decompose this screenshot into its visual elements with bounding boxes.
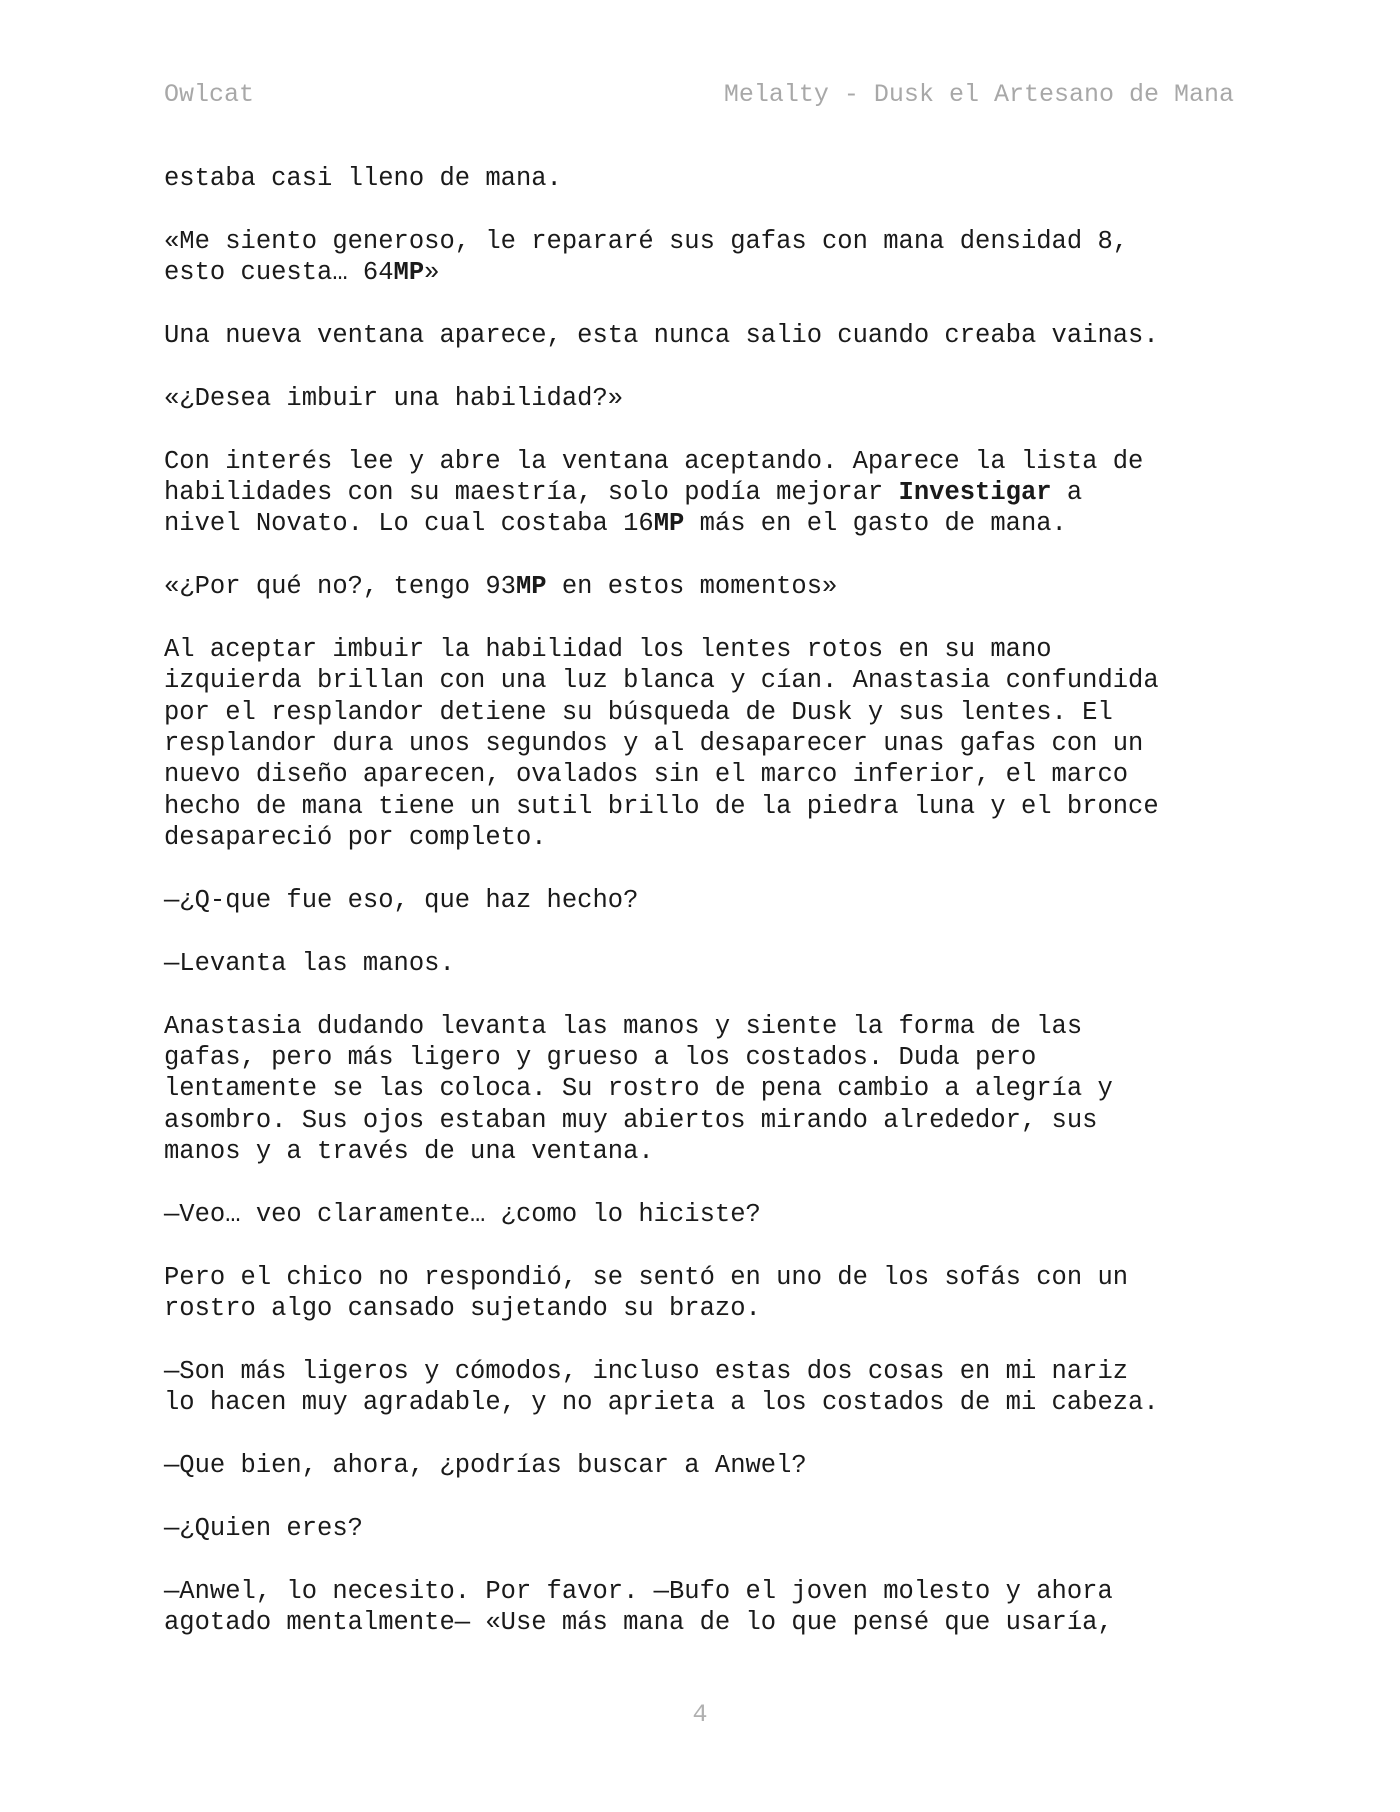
text-line: [164, 383, 1254, 414]
text-run: a: [1051, 477, 1083, 507]
text-line: [164, 1011, 1254, 1042]
text-run: izquierda brillan con una luz blanca y cían. Anastasia confundida: [164, 666, 1159, 696]
text-line: [164, 1576, 1254, 1607]
paragraph: [164, 1356, 1254, 1419]
text-line: [164, 1262, 1254, 1293]
text-run: lentamente se las coloca. Su rostro de pena cambio a alegría y: [164, 1074, 1113, 1104]
text-run: —¿Quien eres?: [164, 1513, 363, 1543]
paragraph: [164, 885, 1254, 916]
text-run: Al aceptar imbuir la habilidad los lentes rotos en su mano: [164, 634, 1052, 664]
text-run: Con interés lee y abre la ventana aceptando. Aparece la lista de: [164, 446, 1144, 476]
text-run: Pero el chico no respondió, se sentó en uno de los sofás con un: [164, 1262, 1129, 1292]
text-line: [164, 791, 1254, 822]
text-run: —¿Q-que fue eso, que haz hecho?: [164, 885, 639, 915]
text-run: nivel Novato. Lo cual costaba 16: [164, 509, 654, 539]
bold-text: Investigar: [898, 477, 1052, 507]
paragraph: [164, 1199, 1254, 1230]
text-run: asombro. Sus ojos estaban muy abiertos mirando alrededor, sus: [164, 1105, 1098, 1135]
text-line: [164, 508, 1254, 539]
text-run: —Veo… veo claramente… ¿como lo hiciste?: [164, 1199, 761, 1229]
text-run: lo hacen muy agradable, y no aprieta a los costados de mi cabeza.: [164, 1388, 1159, 1418]
paragraph: [164, 1513, 1254, 1544]
page-body: [164, 163, 1254, 1670]
page-number: 4: [692, 1700, 708, 1729]
text-run: Anastasia dudando levanta las manos y siente la forma de las: [164, 1011, 1083, 1041]
paragraph: [164, 1576, 1254, 1639]
text-line: [164, 257, 1254, 288]
text-run: —Anwel, lo necesito. Por favor. —Bufo el joven molesto y ahora: [164, 1576, 1113, 1606]
text-line: [164, 1042, 1254, 1073]
text-run: desapareció por completo.: [164, 823, 547, 853]
text-line: [164, 728, 1254, 759]
text-run: resplandor dura unos segundos y al desaparecer unas gafas con un: [164, 729, 1144, 759]
paragraph: [164, 383, 1254, 414]
text-line: [164, 163, 1254, 194]
text-line: [164, 1293, 1254, 1324]
text-line: [164, 885, 1254, 916]
text-line: [164, 320, 1254, 351]
text-line: [164, 759, 1254, 790]
paragraph: [164, 1011, 1254, 1168]
text-line: [164, 948, 1254, 979]
text-run: estaba casi lleno de mana.: [164, 164, 562, 193]
text-run: «Me siento generoso, le repararé sus gafas con mana densidad 8,: [164, 226, 1129, 256]
text-line: [164, 822, 1254, 853]
text-line: [164, 1105, 1254, 1136]
text-line: [164, 1387, 1254, 1418]
text-line: [164, 1607, 1254, 1638]
text-line: [164, 226, 1254, 257]
text-line: [164, 1073, 1254, 1104]
text-run: «¿Desea imbuir una habilidad?»: [164, 383, 624, 413]
paragraph: [164, 571, 1254, 602]
text-run: agotado mentalmente— «Use más mana de lo que pensé que usaría,: [164, 1607, 1113, 1637]
text-run: más en el gasto de mana.: [684, 509, 1067, 539]
text-run: —Levanta las manos.: [164, 948, 455, 978]
text-line: [164, 1199, 1254, 1230]
text-run: esto cuesta… 64: [164, 258, 394, 288]
text-run: —Que bien, ahora, ¿podrías buscar a Anwel?: [164, 1451, 807, 1481]
text-run: en estos momentos»: [546, 572, 838, 602]
text-run: habilidades con su maestría, solo podía mejorar: [164, 477, 899, 507]
text-run: rostro algo cansado sujetando su brazo.: [164, 1294, 761, 1324]
text-run: hecho de mana tiene un sutil brillo de la piedra luna y el bronce: [164, 791, 1159, 821]
paragraph: [164, 948, 1254, 979]
text-line: [164, 1513, 1254, 1544]
page-header: [164, 80, 1234, 114]
text-run: gafas, pero más ligero y grueso a los costados. Duda pero: [164, 1042, 1037, 1072]
text-line: [164, 1136, 1254, 1167]
paragraph: [164, 320, 1254, 351]
text-run: «¿Por qué no?, tengo 93: [164, 572, 516, 602]
paragraph: [164, 1450, 1254, 1481]
paragraph: [164, 1262, 1254, 1325]
text-line: [164, 477, 1254, 508]
text-run: manos y a través de una ventana.: [164, 1137, 654, 1167]
text-run: Una nueva ventana aparece, esta nunca salio cuando creaba vainas.: [164, 320, 1159, 350]
header-author: Owlcat: [164, 80, 255, 109]
text-run: »: [424, 258, 440, 288]
text-run: por el resplandor detiene su búsqueda de Dusk y sus lentes. El: [164, 697, 1113, 727]
bold-text: MP: [393, 258, 425, 288]
text-line: [164, 697, 1254, 728]
paragraph: [164, 634, 1254, 854]
paragraph: [164, 163, 1254, 194]
paragraph: [164, 446, 1254, 540]
text-line: [164, 571, 1254, 602]
text-run: —Son más ligeros y cómodos, incluso estas dos cosas en mi nariz: [164, 1356, 1129, 1386]
text-line: [164, 1450, 1254, 1481]
paragraph: [164, 226, 1254, 289]
text-line: [164, 665, 1254, 696]
bold-text: MP: [653, 509, 685, 539]
text-line: [164, 1356, 1254, 1387]
header-book-title: Melalty - Dusk el Artesano de Mana: [723, 80, 1234, 109]
text-run: nuevo diseño aparecen, ovalados sin el marco inferior, el marco: [164, 760, 1129, 790]
text-line: [164, 634, 1254, 665]
bold-text: MP: [515, 572, 547, 602]
text-line: [164, 446, 1254, 477]
